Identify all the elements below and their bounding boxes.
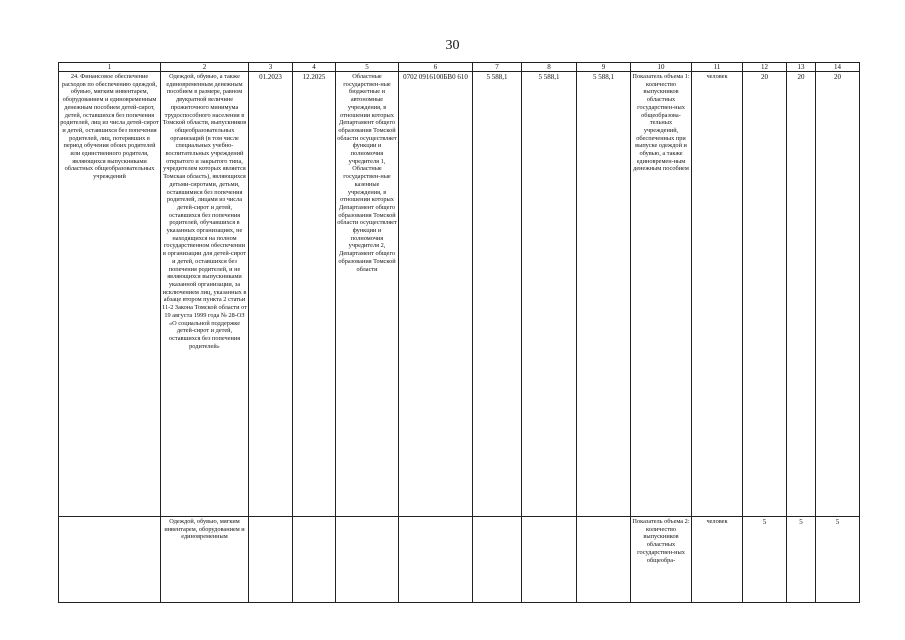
page-number: 30: [445, 38, 460, 53]
value-2024: 5: [787, 517, 816, 603]
empty-cell: [399, 517, 473, 603]
event-details: Одеждой, обувью, мягким инвентарем, оборудованием и единовременным: [161, 517, 249, 603]
table-row: [59, 72, 860, 517]
budget-code: 0702 0916100БВ0 610: [399, 72, 473, 517]
value-2025: 5: [816, 517, 860, 603]
column-header: 8: [522, 63, 577, 72]
start-date: 01.2023: [249, 72, 293, 517]
budget-table: [58, 62, 860, 603]
column-header: 4: [293, 63, 336, 72]
table-row: [59, 517, 860, 603]
column-header: 6: [399, 63, 473, 72]
column-header: 11: [692, 63, 743, 72]
indicator: Показатель объема 2: количество выпускников областных государствен-ных общеобра-: [631, 517, 692, 603]
value-2025: 20: [816, 72, 860, 517]
amount-2025: 5 588,1: [577, 72, 631, 517]
column-header: 9: [577, 63, 631, 72]
empty-cell: [577, 517, 631, 603]
unit: человек: [692, 517, 743, 603]
empty-cell: [336, 517, 399, 603]
empty-cell: [522, 517, 577, 603]
column-header: 3: [249, 63, 293, 72]
column-header: 1: [59, 63, 161, 72]
empty-cell: [249, 517, 293, 603]
value-2023: 20: [743, 72, 787, 517]
header-row: [59, 63, 860, 72]
unit: человек: [692, 72, 743, 517]
amount-2024: 5 588,1: [522, 72, 577, 517]
column-header: 10: [631, 63, 692, 72]
empty-cell: [293, 517, 336, 603]
event-details: Одеждой, обувью, а также единовременным денежным пособием в размере, равном двукратной величине прожиточного минимума трудоспособного населения в Томской области, выпускников общеобразовательных организаций (в том числе специальных учебно-воспитательных учреждений открытого и закрытого типа, учредителем которых является Томская область), являющихся детьми-сиротами, детьми, оставшимися без попечения родителей, лицами из числа детей-сирот и детей, оставшихся без попечения родителей, обучавшихся в указанных организациях, не находящихся на полном государственном обеспечении в организации для детей-сирот и детей, оставшихся без попечения родителей, и не являющихся выпускниками указанной организации, за исключением лиц, указанных в абзаце втором пункта 2 статьи 11-2 Закона Томской области от 19 августа 1999 года № 28-ОЗ «О социальной поддержке детей-сирот и детей, оставшихся без попечения родителей»: [161, 72, 249, 517]
value-2023: 5: [743, 517, 787, 603]
executor: Областные государствен-ные бюджетные и автономные учреждения, в отношении которых Департамент общего образования Томской области осуществляет функции и полномочия учредителя 1, Областные государствен-ные казенные учреждения, в отношении которых Департамент общего образования Томской области осуществляет функции и полномочия учредителя 2, Департамент общего образования Томской области: [336, 72, 399, 517]
column-header: 13: [787, 63, 816, 72]
column-header: 12: [743, 63, 787, 72]
indicator: Показатель объема 1: количество выпускников областных государствен-ных общеобразова-тельных учреждений, обеспеченных при выпуске одеждой и обувью, а также единовремен-ным денежным пособием: [631, 72, 692, 517]
amount-2023: 5 588,1: [473, 72, 522, 517]
end-date: 12.2025: [293, 72, 336, 517]
column-header: 7: [473, 63, 522, 72]
column-header: 14: [816, 63, 860, 72]
empty-cell: [473, 517, 522, 603]
column-header: 2: [161, 63, 249, 72]
event-description: 24. Финансовое обеспечение расходов по обеспечению одеждой, обувью, мягким инвентарем, оборудованием и единовременным денежным пособием детей-сирот, детей, оставшихся без попечения родителей, лиц из числа детей-сирот и детей, оставшихся без попечения родителей, лиц, потерявших в период обучения обоих родителей или единственного родителя, являющихся выпускниками областных общеобразовательных учреждений: [59, 72, 161, 517]
value-2024: 20: [787, 72, 816, 517]
column-header: 5: [336, 63, 399, 72]
empty-cell: [59, 517, 161, 603]
